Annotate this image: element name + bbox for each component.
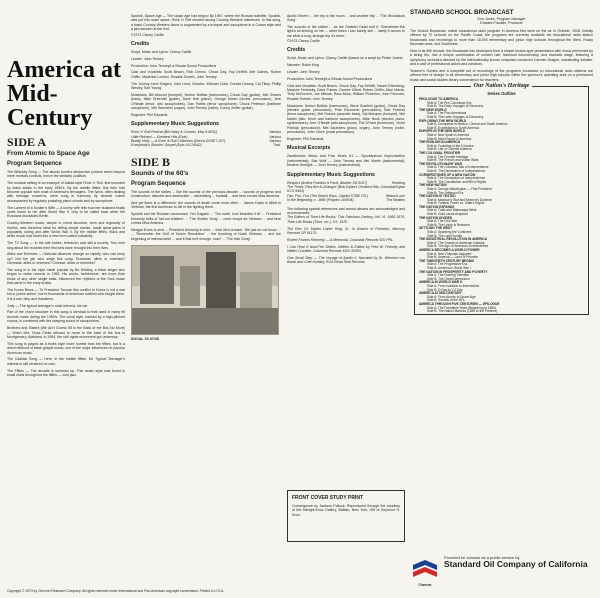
series-side: Side B: Federal Power vs. State's Rights [427,201,485,206]
series-side: Side A: Madison's War and Monroe's Doctrine [427,197,492,202]
series-heading: THE INDUSTRIAL REVOLUTION IN AMERICA [419,237,487,242]
credit-line: Cast and Vocalists: Scott Beach, Rick Cimino, Chuck Day, Fay DeWitt, Mel Gaines, Ruben Griffin, Madeline London, Rosalie Sorrels, John Tenney. [131,70,281,79]
credits-heading-b: Credits [287,47,306,54]
side-a-paragraph: The song is in the style made popular by Bo Diddley, a black singer who began to make records in 1955. His works, furthermore, are more than those of any other single artist, influenced the rhythms of the Soul music that came in the early sixties. [7,268,125,286]
sponsor-name: Standard Oil Company of California [444,559,588,569]
column-broadcast [410,9,593,594]
side-a-paragraph: The Fifties — The decade is summed up. This music style was found in small clubs throughout the fifties — cool jazz. [7,368,125,377]
side-a-paragraph: This song is played as a blues style more honest than the fifties, but is a direct offshoot of black gospel music, one of the major influences on popular American music. [7,341,125,355]
series-side: Side A: The Frontier Heritage [427,154,469,159]
sources-list [287,215,405,264]
excerpts-list [287,154,405,167]
chevron-name: Chevron [418,583,432,587]
suggestion-row [287,198,405,202]
side-a-paragraph: The TV Song — In the late forties, television was still a novelty. Two men sing about the troubles their first sets have brought into their lives. [7,241,125,250]
series-side: Side B: New France in America [427,136,472,141]
series-side: Side B: The Great Depression [427,276,470,281]
series-heading: SETTLING THE WEST [419,226,453,231]
suggestions-list [131,130,281,148]
credit-line: Musicians: Bill Atwood (trumpet), Norton Buffalo (harmonica), Chuck Day (guitar), Mel Graves (bass), Mike Greenhill (guitar), Dave Hall (piano), George Marsh (drums, percussion), Jere O'Neale (tenor, alto saxophones), Dan Patiris (tenor saxophone), Chuck Peterson (baritone saxophone), Mel Saunders (organ), John Tenney (violin), Donny Zeiller (guitar). [131,92,281,111]
excerpt-line: Zarathustra: Music and Fran Music 61 — Spontaneous improvisation (instrumental); Star Wolf — John Tenney and Mel Martin (instrumental); Modern Sunlight — John Tenney (instrumental). [287,154,405,168]
suggestion-title: The Times They Are A-Changin' (Bob Dylan's Greatest Hits, Columbia KCS 9463) [287,184,396,194]
broadcast-paragraph: Teacher's Guides and a complete set of recordings of the programs broadcast on educational radio stations are offered free of charge to all elementary and junior high schools within the sponsor's operating area on a permanent music and social studies library convenience for teachers. [410,68,593,82]
series-side: Side B: The Last Frontier [427,233,463,238]
series-side: Side A: The First Americans [427,111,467,116]
side-a-paragraph: The Korea Blues — To President Truman this conflict in Korea is not a war but a 'police action', but to thousands of American soldiers who fought there, it is a war, dirty and thankless. [7,288,125,301]
source-line: One Small Step — The Voyage of Apollo II, Narrated by Dr. Wernher von Braun and Chet Huntley, RCA Read Seal Records. [287,255,405,265]
album-photo [131,245,279,335]
sputnik-credit: ©1973 Clancy Carlile [131,32,164,37]
broadcast-paragraph: Now in its fifth decade, the Broadcast has developed from a simple lecture-type presentation with music performed by a string trio, into a unique combination of concert hall, historical documentary, and dramatic stage, featuring a symphony orchestra directed by the internationally known composer-conductor Carmen Dragon, outstanding soloists, and a cast of professional actors and narrators. [410,48,593,67]
side-a-paragraph: The Whiskey Song — The atomic bomb's destructive powers seem beyond mere mortal's controls, hence the whiskey coalition. [7,170,125,179]
side-a-subtitle: From Atomic to Space Age [7,150,90,157]
series-heading: AMERICA IN WORLD WAR II [419,280,462,285]
series-side: Side A: The Declaration of Independence [427,176,486,181]
suggestion-title: Little Richard — Greatest Hits (Epic) [131,134,188,139]
suggestion-label: Trad. [272,143,281,148]
broadcast-paragraphs [410,29,593,82]
broadcast-staff: Don Jones, Program Manager Edward Franklin, Producer [477,17,526,26]
suggestion-title: Buddy Holly — A Rock & Roll Collection (Decca DXSE7-207) [131,139,226,144]
suggestion-label: Various [269,134,281,139]
side-a-paragraph: The Lament of a Soldier's Wife — A lonely wife tells how her husband finally came home to her after World War II, only to be called back when the Russians blockaded Berlin. [7,205,125,219]
series-heading: AMERICA AT MID-CENTURY [419,291,462,296]
suggestion-title: Fan, Fun, Fun (The Beach Boys, Capitol STBB 701) [287,193,368,198]
series-side: Side B: The Early Voyages of Discovery [427,104,484,109]
sputnik-text: Sputnik, Space Age — The space age had begun! By 1957, where the Russian satellite, Sputnik, was put into outer space, Rock 'n' Roll showed strong Country-Western influences. In this song, a basic Country-Western flavor is augmented by a trumpet and saxophone in a Cuban style and a jam session at the end. [131,14,281,32]
apollo-credit: ©1973 Clancy Carlile [287,39,320,44]
series-heading: EXPLORING THE NEW WORLD [419,118,467,123]
series-heading: THE NEW WORLD [419,107,447,112]
credit-line: Leader: John Tenney [131,56,164,61]
series-heading: AMERICA THROUGH FIVE CENTURIES — EPILOGUE [419,301,500,306]
front-cover-text: Convergence by Jackson Pollock. Reproduced through the courtesy of the Albright-Knox Gallery, Buffalo, New York. Gift of Seymour H. Knox. [292,504,400,517]
series-side: Side B: The Later Voyages of Discovery [427,115,484,120]
broadcast-paragraph: The School Broadcast, oldest educational radio program in America first went on the air in October, 1928. Initially offered by 72 schools on the Pacific Coast, the programs are currently available via educational radio station broadcasts and recordings to more than 18,000 elementary and junior high schools throughout the West, Rocky Mountain area, and Southwest. [410,28,593,47]
sponsor-block [410,553,593,591]
suggestion-row [131,143,281,147]
credit-line: Script, Music and Lyrics: Clancy Carlile [131,50,192,55]
series-outline-box [414,83,589,315]
chevron-logo-icon [410,557,440,585]
suggestion-label: Dylan [396,184,405,189]
front-cover-heading: FRONT COVER STUDY PRINT [292,495,364,501]
series-side: Side A: Trails and Waterways West [427,208,477,213]
side-a-paragraph: Brothers and Sisters (We Ain't Gonna Sit in the Back of the Bus No More) — When Mrs. Rosa Parks refused to move to the back of the bus in Montgomery, Alabama, in 1954, the civil rights movement got underway. [7,326,125,339]
program-sequence-heading-b: Program Sequence [131,180,186,187]
series-side: Side A: The Pre-Columbian Era [427,100,472,105]
series-side: Side A: New Spain in America [427,133,470,137]
series-heading: THE COLONIAL FRONTIER [419,150,461,155]
series-heading: THE NEW NATION [419,183,447,188]
side-a-paragraph: Part of the chord structure in this song is identical to that used in many hit records made during the 1950's. The vocal style, backed by a high-pitched chorus, is combined with the swaying sound of saxophones. [7,310,125,324]
suggestions-heading: Supplementary Music Suggestions [131,121,220,128]
series-side: Side A: George Washington — First President [427,186,492,191]
series-side: Side B: The Nation Matures (1850 to the Present) [427,309,497,314]
series-side: Side B: D-Day to V-J Day [427,287,463,292]
series-side: Side A: The Growth of American Industry [427,240,485,245]
sponsor-line: Provided for schools as a public service by [444,555,520,560]
series-side: Side A: The Formative Years (Beginning to 1850) [427,305,497,310]
series-side: Side A: From Atomic to Space Age [427,294,476,299]
suggestion-title: Everybody's Shoutin' Gospel (Epic LN 24042) [131,143,202,148]
series-heading: EUROPE IN THE NEW WORLD [419,129,466,134]
side-b-paragraph: And yet there is a difference: the sounds of death come more often ... James Davis is killed in Vietnam, the first American to die in the fighting there. [131,201,281,210]
side-b-paragraph: Sputnik and the Russian cosmonaut, Yuri Gagarin ... 'The earth, how beautiful it is!' ... President Kennedy talks of 'fall-out shelters' ... 'The Shelter Song' ... more troops for Vietnam ... and here comes Miss America. [131,212,281,226]
credit-line: Cast and Vocalists: Scott Beach, Chuck Day, Fay DeWitt, Naomi Eisenberg, Marjorie Fedorsky, Dave Fulmer, Darvee Gillett, Ruben Griffin, Alice Marsh, Terry McGovern, Joe Miksak, Ross Mora, William Pickerton, John Pennock, Rosalie Sorrels, John Tenney. [287,83,405,101]
suggestion-row [287,185,405,194]
credit-line: Engineer: Phil Edwards [131,112,168,117]
program-sequence-heading: Program Sequence [7,161,62,167]
suggestion-title: Rock 'n' Roll Revival (Bill Haley & Comets, Mus 5-8011) [131,130,218,135]
series-title [419,83,584,89]
credits-list-b [287,56,405,141]
series-side: Side B: Gold Lands Acquired [427,212,468,217]
broadcast-heading: STANDARD SCHOOL BROADCAST [410,9,514,16]
side-a-label: SIDE A [7,135,47,149]
credit-line: Leader: John Tenney [287,70,320,75]
series-side: Side A: The Progressive Era [427,262,467,267]
series-side: Side B: The Constitution and Bill of Rights [427,179,487,184]
series-side: Side B: The Declaration of Independence [427,168,486,173]
credit-line: Production: John Tenney/La Strada Sound Productions [287,76,373,81]
credit-line: Narrator: Robin King [287,63,319,68]
suggestions-list-b [287,181,405,203]
side-b-label: SIDE B [131,154,171,169]
apollo-text: Apollo Eleven ... the trip to the moon ... and another trip ... 'The Woodstock Song'. [287,14,405,23]
series-subtitle: Series Outline [487,91,516,97]
suggestion-label: Wilson/Love [385,193,405,198]
side-a-paragraphs [7,170,125,377]
suggestion-title: In the Beginning, c. 1960 (Polydor 244504) [287,198,354,203]
side-a-paragraph: The Cadillac Song — Here, in the middle fifties, Mr. Typical Teenager's interest is still centered on cars. [7,357,125,366]
credit-line: The Johnny Lend Singers, John Lend, Director; Michael Clark, Donnie Dorsey, Cal Tilley, Phillip Wesley, Earl Young. [131,81,281,91]
socal-number: SOCAL 19-37/38 [131,337,159,342]
series-heading: THE REVOLUTIONARY WAR [419,161,463,166]
suggestion-title: Respect (Aretha Franklin is Paris, Atlantic SD 8207) [287,180,368,185]
series-side: Side B: Expeditions in North America [427,125,480,130]
series-side: Side B: The French and Indian Wars [427,158,479,163]
copyright: Copyright © 1973 by Chevron Research Company. All rights reserved under International and Pan-American copyright conventions. Printed in U.S.A. [7,589,224,593]
suggestion-label: The Beatles [386,198,405,203]
series-heading: THE NATION IN PROSPERITY AND POVERTY [419,269,488,274]
suggestion-label: Redding [391,180,405,185]
series-heading: THE NATION DIVIDED [419,215,453,220]
credit-line: Musicians: Norton Buffalo (harmonica), Steve Busfield (guitar), Chuck Day (electric guitar, percussion), Pete Escovedo (percussion), Bob Ferreira (tenor saxophone), Mel Graves (acoustic bass), Sal Marquez (trumpet), Mel Martin (alto, tenor and baritone saxophones), Mike Nock (electric piano, synthesizers), Jere O'Neale (alto saxophone), Pat O'Hara (trombone), Victor Pantoja (percussion), Mel Saunders (piano, organ), John Tenney (violin, percussion), John Voore (vocal percussion). [287,103,405,135]
credits-heading: Credits [131,41,150,48]
series-side: Side A: From Isolation to Intervention [427,283,480,288]
series-side: Side A: The Roaring Twenties [427,273,469,278]
series-side: Side A: New Outposts Acquired [427,251,472,256]
series-side: Side A: Spanning the Continent [427,230,472,235]
column-side-a [7,14,125,584]
column-side-b [131,14,281,584]
series-list [419,98,584,314]
series-heading: THE TWENTIETH CENTURY BEGINS [419,258,475,263]
side-b-paragraphs [131,190,281,241]
source-line: Robert Francis Kennedy — A Memorial, Columbia Records 520 PRL. [287,237,394,242]
series-side: Side B: The Jefferson Era [427,190,464,195]
series-heading: AMERICA BECOMES A WORLD POWER [419,248,480,252]
series-side: Side B: Life in Colonial America [427,147,472,152]
series-title-text: Our Nation's Heritage [471,83,533,89]
apollo-text-2: The sounds of the sixties ... as the Grateful Dead told it: 'Sometimes the light's all shining on me ... other times I can barely see ... lately it occurs to me what a long, strange trip it's been.' [287,24,405,38]
series-side: Side B: The Age of American Inventiveness [427,244,489,249]
album-title: America at Mid-Century [7,57,121,131]
credit-line: Production: John Tenney/La Strada Sound Productions [131,63,217,68]
suggestions-heading-b: Supplementary Music Suggestions [287,171,376,178]
suggestion-label: Various [269,130,281,135]
credit-line: Engineer: Phil Edwards [287,136,324,141]
suggestion-label: Various [269,139,281,144]
source-line: The Editors of Time-Life Books: This Fabulous Century, Vol. VI, 1960-1970; Time-Life Books (Time, Inc.), NY, 1970. [287,215,405,224]
side-a-paragraph: Judy — The typical teenager's main interest, his car. [7,303,88,308]
side-b-subtitle: Sounds of the 60's [131,169,189,177]
series-heading: THE NATION EXPANDS [419,204,455,209]
series-side: Side A: The Civil War [427,219,457,224]
series-side: Side A: The Colonists Talk of Independence [427,165,489,170]
side-b-paragraph: Medgar Evers is shot ... President Kennedy is shot ... John McCormack: 'We just do not know ...' ... 'Remember the Gulf of Tonkin Resolution' ... the bombing of North Vietnam ... and the beginning of internal strife ... and if that isn't enough, how? ... 'The Hair Song'. [131,227,281,241]
series-side: Side B: America in World War I [427,265,471,270]
front-cover-box [287,490,405,542]
series-side: Side A: Conquests in Mexico, Central and South America [427,122,508,127]
source-line: The Rev. Dr. Martin Luther King, Jr.: In Search of Freedom, Mercury Records SR 61170. [287,226,405,235]
source-line: I Can Hear It Now/The Sixties, Written & Edited by Fred W. Friendly and Walter Cronkite, Columbia Records M3X 30303. [287,244,405,253]
side-b-paragraph: The sounds of the sixties ... like the sounds of the previous decade ... sounds of progress and construction, disorder and destruction ... advertising ... football ... and here comes Miss America. [131,189,281,199]
sponsor-text [444,555,588,569]
series-side: Side B: The Union is Restored [427,222,470,227]
series-side: Side B: Sounds of the 60's [427,298,465,303]
side-a-paragraph: The musical setting is an example of ballad-style Rock 'n' Roll, first recorded by black artists in the early 1950's. By the middle fifties, this form had become popular with most of America's teenagers. The lyrics, often dealing with teenage concerns, were sung in harmony by several voices accompanied by regularly pulsating piano chords and by saxophone. [7,181,125,203]
series-side: Side B: America — Land of Promise [427,255,478,260]
series-heading: PROLOGUE TO AMERICA [419,97,459,102]
series-side: Side A: Founding of the Colonies [427,143,474,148]
series-heading: CORNERSTONES OF A NEW NATION [419,172,476,177]
credits-list [131,50,281,117]
series-heading: THE NATION IS TESTED [419,194,456,199]
side-a-paragraph: Country-Western music, simple in chord structure, form and regularity of rhythm, was therefore ideal for telling simple stories, made great gains in popularity during and after World War II. By the middle fifties, black and white music had fused into a new form called rockabilly. [7,221,125,239]
excerpts-heading: Musical Excerpts [287,145,331,152]
side-a-paragraph: Allies and Enemies — National alliances change so rapidly, who can keep up? Not the girl who sings this song. Russians: allies or enemies? Germans: allies or enemies? Chinese: allies or enemies? [7,252,125,266]
sources-text: The following special references and record albums are acknowledged and recommended. [287,206,405,215]
series-heading: THE ENGLISH IN AMERICA [419,140,461,145]
credit-line: Script, Music and Lyrics: Clancy Carlile (based on a script by Peder Jones) [287,56,403,61]
